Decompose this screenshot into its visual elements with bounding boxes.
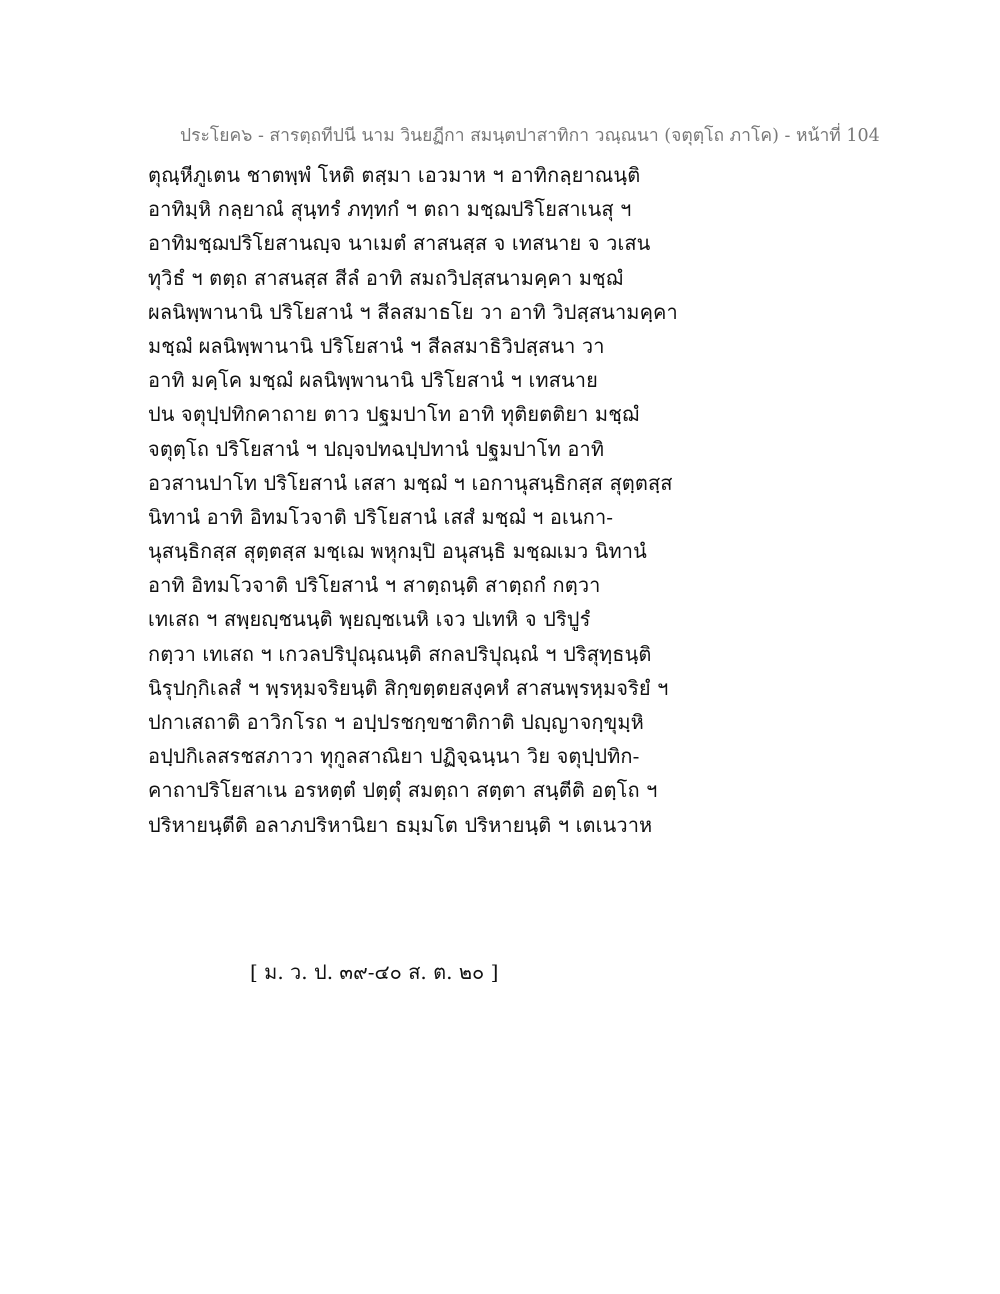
text-line: อาทิ มคฺโค มชฺฌํ ผลนิพฺพานานิ ปริโยสานํ ฯ เทสนาย: [148, 368, 598, 393]
text-line: กตฺวา เทเสถ ฯ เกวลปริปุณฺณนฺติ สกลปริปุณฺณํ ฯ ปริสุทฺธนฺติ: [148, 641, 652, 666]
text-line: อาทิมฺหิ กลฺยาณํ สุนฺทรํ ภทฺทกํ ฯ ตถา มชฺฌปริโยสาเนสุ ฯ: [148, 197, 632, 222]
text-line: อปฺปกิเลสรชสภาวา ทุกูลสาณิยา ปฏิจฺฉนฺนา วิย จตุปฺปทิก-: [148, 744, 640, 769]
text-line: จตุตฺโถ ปริโยสานํ ฯ ปญฺจปทฉปฺปทานํ ปฐมปาโท อาทิ: [148, 436, 605, 461]
text-line: ตุณฺหีภูเตน ชาตพฺพํ โหติ ตสฺมา เอวมาห ฯ อาทิกลฺยาณนฺติ: [148, 163, 641, 187]
text-line: อวสานปาโท ปริโยสานํ เสสา มชฺฌํ ฯ เอกานุสนฺธิกสฺส สุตฺตสฺส: [148, 470, 673, 495]
text-line: ปกาเสถาติ อาวิกโรถ ฯ อปฺปรชกฺขชาติกาติ ปญฺญาจกฺขุมฺหิ: [148, 710, 644, 734]
text-line: อาทิมชฺฌปริโยสานญฺจ นาเมตํ สาสนสฺส จ เทสนาย จ วเสน: [148, 231, 651, 256]
text-line: ปริหายนฺตีติ อลาภปริหานิยา ธมฺมโต ปริหายนฺติ ฯ เตเนวาห: [148, 812, 653, 837]
text-line: เทเสถ ฯ สพฺยญฺชนนฺติ พฺยญฺชเนหิ เจว ปเทหิ จ ปริปูรํ: [148, 607, 591, 632]
text-line: อาทิ อิทมโวจาติ ปริโยสานํ ฯ สาตฺถนฺติ สาตฺถกํ กตฺวา: [148, 573, 601, 598]
text-line: นิทานํ อาทิ อิทมโวจาติ ปริโยสานํ เสสํ มชฺฌํ ฯ อเนกา-: [148, 504, 614, 529]
text-line: คาถาปริโยสาเน อรหตฺตํ ปตฺตุํ สมตฺถา สตฺตา สนฺตีติ อตฺโถ ฯ: [148, 778, 658, 803]
text-line: ผลนิพฺพานานิ ปริโยสานํ ฯ สีลสมาธโย วา อาทิ วิปสฺสนามคฺคา: [148, 299, 678, 324]
text-line: นิรุปกฺกิเลสํ ฯ พฺรหฺมจริยนฺติ สิกฺขตฺตยสงฺคหํ สาสนพฺรหฺมจริยํ ฯ: [148, 675, 669, 700]
text-line: มชฺฌํ ผลนิพฺพานานิ ปริโยสานํ ฯ สีลสมาธิวิปสฺสนา วา: [148, 333, 605, 358]
text-line: นุสนฺธิกสฺส สุตฺตสฺส มชฺเฌ พหุกมฺปิ อนุสนฺธิ มชฺฌเมว นิทานํ: [148, 539, 647, 564]
page-body: [148, 158, 988, 842]
text-line: ปน จตุปฺปทิกคาถาย ตาว ปฐมปาโท อาทิ ทุติยตติยา มชฺฌํ: [148, 402, 640, 427]
reference-citation: [ ม. ว. ป. ๓๙-๔๐ ส. ต. ๒๐ ]: [250, 960, 499, 984]
page-header: ประโยค๖ - สารตฺถทีปนี นาม วินยฏีกา สมนฺตปาสาทิกา วณฺณนา (จตุตฺโถ ภาโค) - หน้าที่ 104: [180, 126, 880, 146]
text-line: ทุวิธํ ฯ ตตฺถ สาสนสฺส สีลํ อาทิ สมถวิปสฺสนามคฺคา มชฺฌํ: [148, 265, 623, 290]
